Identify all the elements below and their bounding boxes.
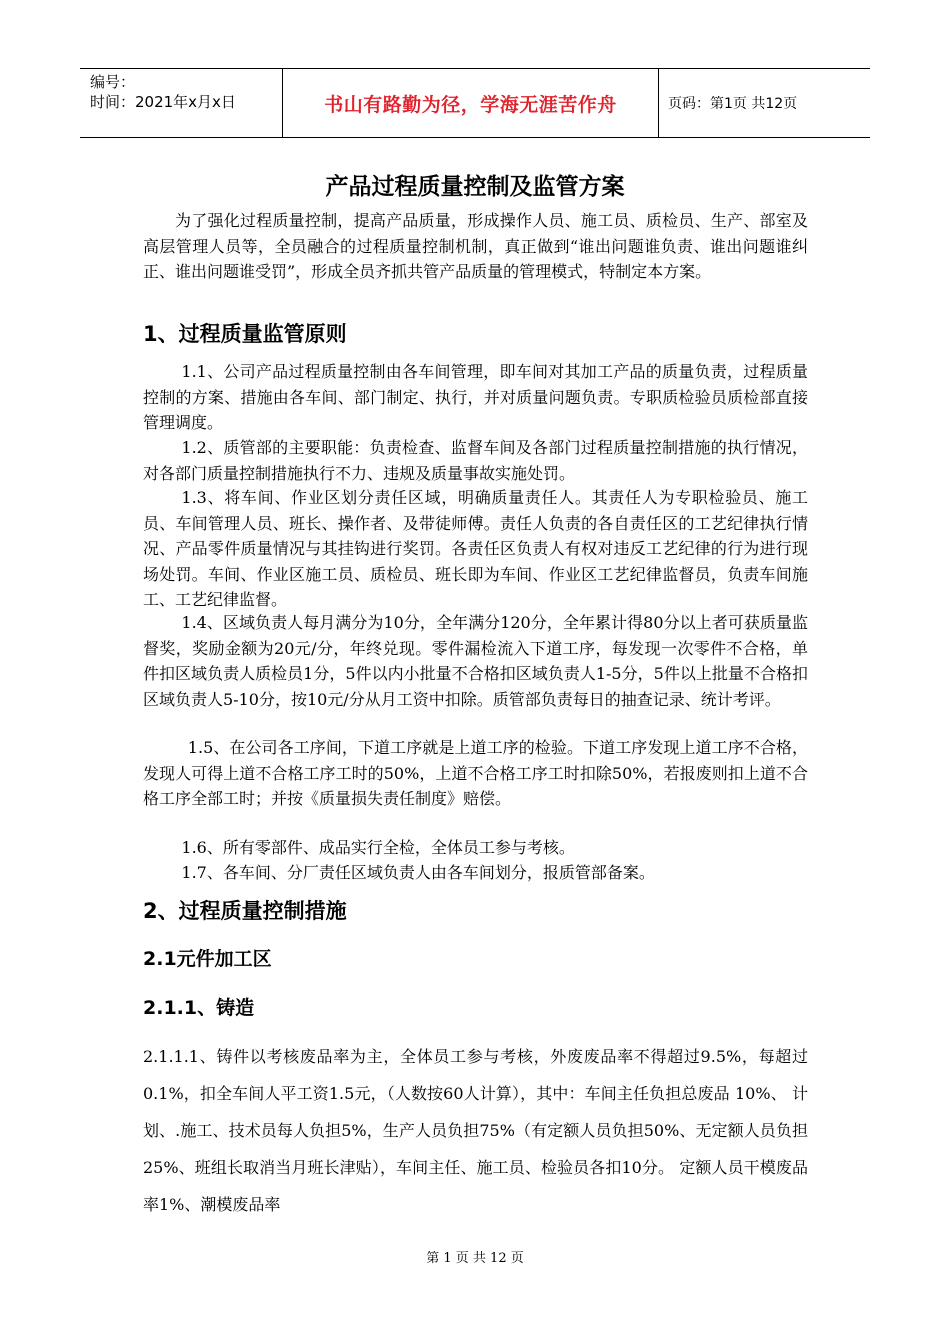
number-label: 编号： — [90, 73, 136, 91]
section-2-heading: 2、过程质量控制措施 — [143, 899, 347, 923]
paragraph-1-4: 1.4、区域负责人每月满分为10分，全年满分120分，全年累计得80分以上者可获质量监督奖，奖励金额为20元/分，年终兑现。零件漏检流入下道工序，每发现一次零件不合格，单件扣区域负责人质检员1分，5件以内小批量不合格扣区域负责人1-5分，5件以上批量不合格扣区域负责人5-10分，按10元/分从月工资中扣除。质管部负责每日的抽查记录、统计考评。 — [143, 613, 808, 709]
header-meta — [90, 72, 280, 112]
paragraph-1-1: 1.1、公司产品过程质量控制由各车间管理，即车间对其加工产品的质量负责，过程质量控制的方案、措施由各车间、部门制定、执行，并对质量问题负责。专职质检验员质检部直接管理调度。 — [143, 362, 808, 432]
time-label: 时间：2021年x月x日 — [90, 93, 236, 111]
document-title: 产品过程质量控制及监管方案 — [325, 174, 625, 200]
paragraph-1-2: 1.2、质管部的主要职能：负责检查、监督车间及各部门过程质量控制措施的执行情况，对各部门质量控制措施执行不力、违规及质量事故实施处罚。 — [143, 438, 808, 483]
document-header — [80, 68, 870, 138]
paragraph-1-5: 1.5、在公司各工序间，下道工序就是上道工序的检验。下道工序发现上道工序不合格，发现人可得上道不合格工序工时的50%，上道不合格工序工时扣除50%，若报废则扣上道不合格工序全部工时；并按《质量损失责任制度》赔偿。 — [143, 738, 808, 808]
header-motto: 书山有路勤为径，学海无涯苦作舟 — [324, 93, 617, 116]
paragraph-1-7: 1.7、各车间、分厂责任区域负责人由各车间划分，报质管部备案。 — [181, 863, 655, 882]
header-page-info: 页码：第1页 共12页 — [668, 96, 798, 112]
paragraph-1-3: 1.3、将车间、作业区划分责任区域，明确质量责任人。其责任人为专职检验员、施工员、车间管理人员、班长、操作者、及带徒师傅。责任人负责的各自责任区的工艺纪律执行情况、产品零件质量情况与其挂钩进行奖罚。各责任区负责人有权对违反工艺纪律的行为进行现场处罚。车间、作业区施工员、质检员、班长即为车间、作业区工艺纪律监督员，负责车间施工、工艺纪律监督。 — [143, 488, 808, 609]
paragraph-1-6: 1.6、所有零部件、成品实行全检，全体员工参与考核。 — [181, 838, 575, 857]
header-divider — [658, 69, 659, 137]
page-footer: 第 1 页 共 12 页 — [426, 1251, 524, 1266]
intro-paragraph: 为了强化过程质量控制，提高产品质量，形成操作人员、施工员、质检员、生产、部室及高层管理人员等，全员融合的过程质量控制机制，真正做到“谁出问题谁负责、谁出问题谁纠正、谁出问题谁受罚”，形成全员齐抓共管产品质量的管理模式，特制定本方案。 — [143, 211, 808, 281]
paragraph-2-1-1-1: 2.1.1.1、铸件以考核废品率为主，全体员工参与考核，外废废品率不得超过9.5%，每超过0.1%，扣全车间人平工资1.5元，（人数按60人计算），其中：车间主任负担总废品 10%、 计划、.施工、技术员每人负担5%，生产人员负担75%（有定额人员负担50%、无定额人员负担25%、班组长取消当月班长津贴），车间主任、施工员、检验员各扣10分。 定额人员干模废品率1%、潮模废品率 — [143, 1047, 808, 1214]
subsection-2-1-heading: 2.1元件加工区 — [143, 948, 272, 970]
section-1-heading: 1、过程质量监管原则 — [143, 322, 347, 346]
subsection-2-1-1-heading: 2.1.1、铸造 — [143, 997, 255, 1019]
